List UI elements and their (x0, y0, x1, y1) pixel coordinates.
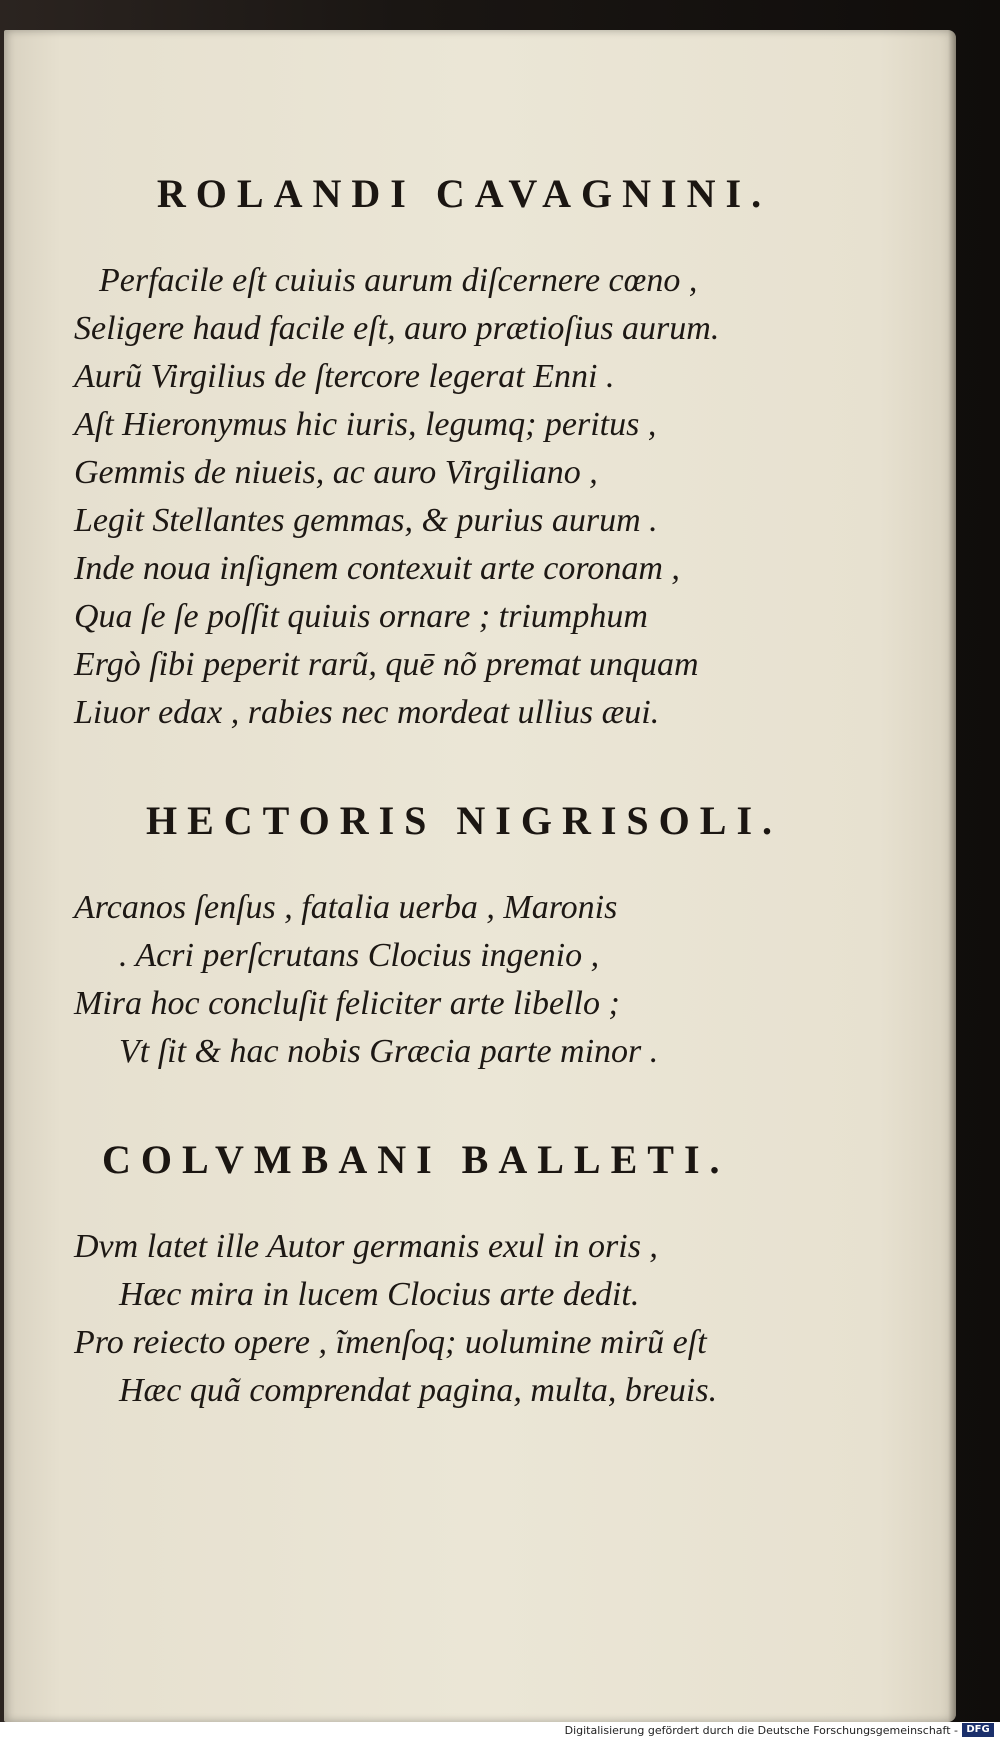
verse-line: Gemmis de niueis, ac auro Virgiliano , (74, 454, 598, 491)
poem-heading-cavagnini: ROLANDI CAVAGNINI. (156, 171, 772, 216)
verse-line: Dvm latet ille Autor germanis exul in oris , (74, 1228, 658, 1265)
poem-nigrisoli (74, 884, 854, 1076)
verse-line: Vt ſit & hac nobis Græcia parte minor . (119, 1033, 659, 1070)
verse-line: Hæc quã comprendat pagina, multa, breuis. (119, 1372, 718, 1409)
verse-line: Legit Stellantes gemmas, & purius aurum . (74, 502, 658, 539)
verse-line: Mira hoc concluſit feliciter arte libello ; (74, 985, 620, 1022)
verse-line: Perfacile eſt cuiuis aurum diſcernere cœno , (99, 262, 698, 299)
poem-heading-nigrisoli: HECTORIS NIGRISOLI. (145, 798, 783, 843)
poem-cavagnini (74, 257, 854, 737)
digitization-credit: Digitalisierung gefördert durch die Deutsche Forschungsgemeinschaft - (564, 1724, 958, 1737)
verse-line: Aſt Hieronymus hic iuris, legumq; peritus , (74, 406, 657, 443)
verse-line: Liuor edax , rabies nec mordeat ullius æui. (74, 694, 660, 731)
verse-line: Inde noua inſignem contexuit arte coronam , (74, 550, 680, 587)
verse-line: Hæc mira in lucem Clocius arte dedit. (119, 1276, 640, 1313)
verse-line: . Acri perſcrutans Clocius ingenio , (119, 937, 600, 974)
verse-line: Arcanos ſenſus , fatalia uerba , Maronis (74, 889, 618, 926)
book-page (4, 30, 956, 1722)
poem-balleti (74, 1223, 854, 1415)
dfg-logo: DFG (962, 1723, 994, 1737)
poem-heading-balleti: COLVMBANI BALLETI. (102, 1137, 730, 1182)
verse-line: Ergò ſibi peperit rarũ, quē nõ premat unquam (74, 646, 699, 683)
page-text (74, 170, 854, 1415)
verse-line: Pro reiecto opere , ĩmenſoq; uolumine mirũ eſt (74, 1324, 707, 1361)
verse-line: Qua ſe ſe poſſit quiuis ornare ; triumphum (74, 598, 648, 635)
verse-line: Seligere haud facile eſt, auro prætioſius aurum. (74, 310, 720, 347)
page-edge (948, 30, 956, 1722)
verse-line: Aurũ Virgilius de ſtercore legerat Enni . (74, 358, 615, 395)
